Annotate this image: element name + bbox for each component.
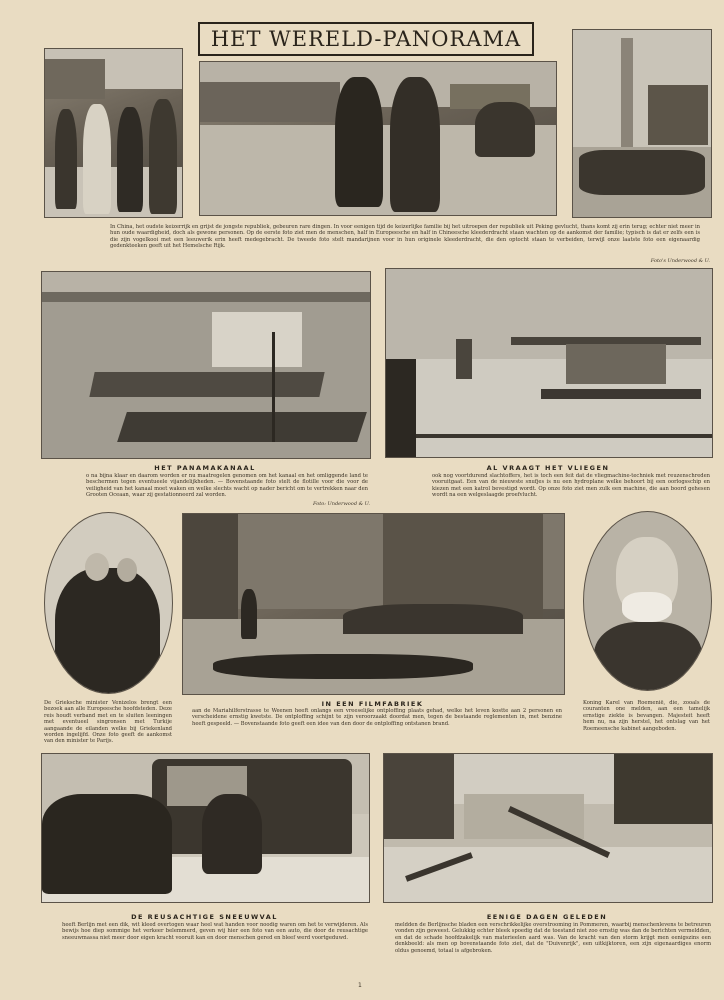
vliegen-heading: AL VRAAGT HET VLIEGEN — [486, 464, 610, 472]
page-number: 1 — [358, 982, 362, 989]
masthead-title: HET WERELD-PANORAMA — [198, 22, 534, 56]
koning-caption: Koning Karel van Roemenië, die, zooals de couranten one melden, aan een tamelijk ernstige ziekte is bevangen. Majesteit heeft hem nu, na zijn herstel, het ontslag van het Roemeensche kabinet aangeboden. — [583, 700, 710, 732]
china-photo-monument — [572, 29, 712, 218]
sneeuwval-photo — [41, 753, 370, 903]
geleden-heading: EENIGE DAGEN GELEDEN — [486, 913, 608, 921]
koning-karel-portrait — [583, 511, 712, 691]
china-photo-crowd — [44, 48, 183, 218]
panama-flotilla-photo — [41, 271, 371, 459]
venizelos-caption: De Grieksche minister Venizelos brengt een bezoek aan alle Europeesche hoofdsteden. Deze reis houdt verband met en te sluiten leeningen met eventueel singronsen met Turkije aangaande de eilanden welke bij Griekenland worden ingelijfd. Onze foto geeft de aankomst van den minister te Parijs. — [44, 700, 172, 745]
venizelos-photo — [44, 512, 173, 694]
panama-heading: HET PANAMAKANAAL — [154, 464, 256, 472]
sneeuwval-heading: DE REUSACHTIGE SNEEUWVAL — [131, 913, 278, 921]
sneeuwval-caption: heeft Berlijn met een dik, wit kleed overtogen waar heel wat handen voor noodig waren om het te verwijderen. Als bewijs hoe diep sommige het verkeer belemmerd, geven wij hier een foto van een auto, die door de reusachtige sneeuwmassa niet meer door eigen kracht vooruit kan en door menschen gered en bleef werd voortgeduwd. — [62, 922, 368, 941]
hydroplane-photo — [385, 268, 713, 458]
china-caption: In China, het oudste keizerrijk en grijst de jongste republiek, gebeuren rare dingen. In voor eenigen tijd de keizerlijke familie bij het uitroepen der republiek uit Peking gevlucht, thans komt zij erin terug; echter niet meer in hun oude waardigheid, doch als gewone personen. Op de eerste foto ziet men de menschen, half in Europeesche en half in Chineesche kleederdracht staan wachten op de aankomst der familie; typisch is dat er zelfs een is die zijn vogelkooi met een leeuwerik erin heeft medegebracht. De tweede foto stelt mandarijnen voor in hun originele kleederdracht, die den optocht staan te verbeiden, terwijl onze laatste foto een eigenaardig gedenkteeken geeft uit het Hemelsche Rijk. — [110, 224, 700, 250]
storm-damage-photo — [383, 753, 713, 903]
geleden-caption: meldden de Berlijnsche bladen een verschrikkelijke overstrooming in Pommeren, waarbij menschenlevens te betreuren vonden zijn geweest. Gelukkig echter bleek spoedig dat de toestand niet zoo ernstig was dan de berichten vermeldden, en dat de schade hoofdzakelijk van materieelen aard was. Van de kracht van den storm krijgt men eenigszins een denkbeeld: als men op bovenstaande foto ziet, dat de "Duivenrijk", een uitkijktoren, een zijn eigenaardiges enorm oldus genoemd, totaal is afgebroken. — [395, 922, 711, 954]
filmfabriek-heading: IN EEN FILMFABRIEK — [321, 700, 424, 708]
china-credit: Foto's Underwood & U. — [650, 258, 710, 264]
panama-caption: o na bijna klaar en daarom worden er nu maatregelen genomen om het kanaal en het omliggende land te beschermen tegen eventueele vijandelijkheden. — Bovenstaande foto stelt de flotille voor die voor de veiligheid van het kanaal moet waken en welke slechts wacht op nader bericht om te vertrekken naar den Grooten Oceaan, waar zij gestationneerd zal worden. — [86, 473, 368, 499]
panama-credit: Foto: Underwood & U. — [313, 501, 370, 507]
china-photo-mandarins — [199, 61, 557, 216]
filmfabriek-caption: aan de Mariahilferstrasse te Weenen heeft onlangs een vreeselijke ontploffing plaats gehad, welke het leven kostte aan 2 personen en verscheidene ernstig kwetste. De ontploffing schijnt te zijn veroorzaakt doordat men, tegen de bestaande reglementen in, met benzine heeft gespeeld. — Bovenstaande foto geeft een idee van den door de ontploffing ontstanen brand. — [192, 708, 562, 727]
filmfabriek-photo — [182, 513, 565, 695]
vliegen-caption: ook nog voortdurend slachtoffers, het is toch een feit dat de vliegmachine-techniek met reuzenschreden vooruitgaat. Een van de nieuwste snufjes is nu een hydroplane welke behoort bij een oorlogsschip en kiezen met een katrol bevestigd wordt. Op onze foto ziet men zulk een machine, die aan boord gehesen wordt na een welgeslaagde proefvlucht. — [432, 473, 710, 499]
